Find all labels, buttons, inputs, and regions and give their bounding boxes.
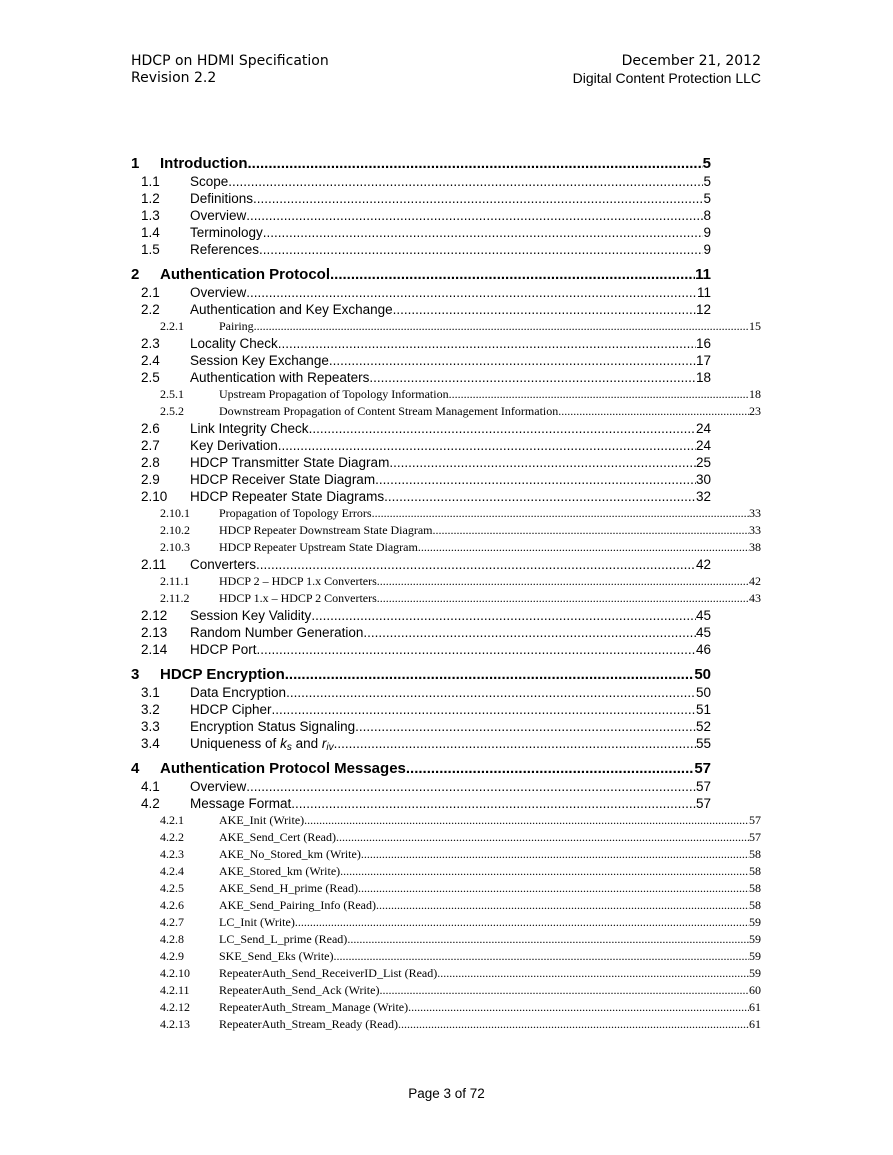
- toc-entry-page-number: 11: [696, 285, 711, 300]
- toc-entry-title: Upstream Propagation of Topology Information: [219, 387, 449, 401]
- toc-entry-number: 3.2: [141, 702, 160, 717]
- toc-entry-2-2[interactable]: [131, 301, 711, 318]
- toc-entry-page-number: 23: [749, 404, 761, 418]
- toc-entry-number: 2.5: [141, 370, 160, 385]
- toc-entry-page-number: 52: [695, 719, 711, 734]
- toc-entry-number: 4: [131, 760, 140, 777]
- toc-entry-number: 2.11: [141, 557, 167, 572]
- toc-entry-2-3[interactable]: [131, 335, 711, 352]
- toc-entry-page-number: 16: [695, 336, 711, 351]
- toc-entry-title: Propagation of Topology Errors: [219, 506, 372, 520]
- toc-entry-title: Session Key Exchange: [190, 353, 329, 368]
- toc-entry-2-12[interactable]: [131, 607, 711, 624]
- toc-entry-title: AKE_Send_H_prime (Read): [219, 881, 358, 895]
- toc-leader-dots: [278, 335, 696, 352]
- toc-entry-title: AKE_Send_Pairing_Info (Read): [219, 898, 376, 912]
- toc-entry-page-number: 9: [703, 242, 711, 257]
- toc-leader-dots: [379, 982, 749, 999]
- toc-leader-dots: [408, 999, 749, 1016]
- toc-entry-page-number: 57: [749, 830, 761, 844]
- toc-entry-page-number: 30: [695, 472, 711, 487]
- toc-entry-2-7[interactable]: [131, 437, 711, 454]
- toc-leader-dots: [330, 265, 695, 284]
- toc-entry-4-2-2[interactable]: [131, 829, 761, 846]
- toc-entry-title: Session Key Validity: [190, 608, 312, 623]
- toc-entry-4-2[interactable]: [131, 795, 711, 812]
- toc-leader-dots: [246, 207, 703, 224]
- toc-entry-page-number: 59: [749, 949, 761, 963]
- toc-entry-3[interactable]: [131, 665, 711, 684]
- toc-entry-title: HDCP Port: [190, 642, 257, 657]
- toc-entry-title: SKE_Send_Eks (Write): [219, 949, 334, 963]
- toc-leader-dots: [376, 897, 749, 914]
- toc-entry-number: 3: [131, 666, 140, 683]
- toc-entry-number: 2.12: [141, 608, 168, 623]
- toc-entry-number: 4.2.9: [160, 949, 184, 963]
- toc-entry-2-5-2[interactable]: [131, 403, 761, 420]
- toc-entry-page-number: 59: [749, 966, 761, 980]
- toc-leader-dots: [437, 965, 749, 982]
- toc-entry-number: 2.3: [141, 336, 160, 351]
- document-date: December 21, 2012: [621, 53, 761, 69]
- document-header-right: [573, 53, 761, 87]
- toc-entry-title: HDCP Encryption: [160, 666, 285, 683]
- toc-entry-2-5-1[interactable]: [131, 386, 761, 403]
- toc-entry-number: 4.2.3: [160, 847, 184, 861]
- toc-entry-title: RepeaterAuth_Stream_Manage (Write): [219, 1000, 409, 1014]
- toc-entry-title: HDCP Repeater Downstream State Diagram: [219, 523, 433, 537]
- toc-entry-page-number: 43: [749, 591, 761, 605]
- toc-entry-2-10-3[interactable]: [131, 539, 761, 556]
- toc-entry-number: 2.6: [141, 421, 160, 436]
- toc-leader-dots: [285, 665, 695, 684]
- toc-entry-2-2-1[interactable]: [131, 318, 761, 335]
- toc-leader-dots: [257, 641, 696, 658]
- toc-entry-title: Overview: [190, 208, 247, 223]
- toc-leader-dots: [398, 1016, 749, 1033]
- toc-entry-number: 4.2.1: [160, 813, 184, 827]
- toc-entry-number: 2.10.2: [160, 523, 190, 537]
- document-title: HDCP on HDMI Specification: [131, 53, 329, 69]
- toc-leader-dots: [309, 420, 696, 437]
- toc-entry-title: Authentication with Repeaters: [190, 370, 370, 385]
- toc-entry-title: Encryption Status Signaling: [190, 719, 356, 734]
- toc-entry-number: 2.14: [141, 642, 168, 657]
- toc-entry-number: 4.2.7: [160, 915, 184, 929]
- toc-entry-page-number: 61: [749, 1000, 761, 1014]
- toc-leader-dots: [272, 701, 696, 718]
- toc-entry-page-number: 46: [695, 642, 711, 657]
- toc-entry-3-2[interactable]: [131, 701, 711, 718]
- toc-entry-number: 3.3: [141, 719, 160, 734]
- toc-leader-dots: [406, 759, 694, 778]
- toc-leader-dots: [363, 624, 696, 641]
- toc-entry-title: AKE_Send_Cert (Read): [219, 830, 336, 844]
- toc-leader-dots: [336, 829, 749, 846]
- toc-leader-dots: [286, 684, 696, 701]
- toc-entry-page-number: 33: [749, 506, 761, 520]
- toc-leader-dots: [304, 812, 749, 829]
- toc-entry-1-5[interactable]: [131, 241, 711, 258]
- toc-entry-number: 2.5.1: [160, 387, 184, 401]
- toc-entry-4-2-9[interactable]: [131, 948, 761, 965]
- toc-leader-dots: [361, 846, 749, 863]
- toc-entry-4-2-1[interactable]: [131, 812, 761, 829]
- toc-entry-page-number: 32: [695, 489, 711, 504]
- toc-entry-page-number: 42: [749, 574, 761, 588]
- toc-leader-dots: [358, 880, 749, 897]
- toc-leader-dots: [334, 948, 750, 965]
- toc-entry-page-number: 60: [749, 983, 761, 997]
- toc-entry-page-number: 58: [749, 881, 761, 895]
- toc-entry-title: Authentication Protocol: [160, 266, 330, 283]
- toc-leader-dots: [393, 301, 696, 318]
- toc-leader-dots: [347, 931, 749, 948]
- toc-entry-number: 1.5: [141, 242, 160, 257]
- toc-entry-2[interactable]: [131, 265, 711, 284]
- toc-leader-dots: [418, 539, 749, 556]
- toc-entry-number: 2.11.2: [160, 591, 190, 605]
- toc-entry-title: AKE_No_Stored_km (Write): [219, 847, 361, 861]
- toc-entry-number: 2: [131, 266, 140, 283]
- toc-entry-title: AKE_Init (Write): [219, 813, 305, 827]
- toc-entry-page-number: 58: [749, 864, 761, 878]
- toc-entry-title: RepeaterAuth_Send_Ack (Write): [219, 983, 380, 997]
- toc-entry-title: Downstream Propagation of Content Stream Management Information: [219, 404, 559, 418]
- toc-entry-title: Definitions: [190, 191, 254, 206]
- toc-entry-title: Link Integrity Check: [190, 421, 309, 436]
- toc-entry-page-number: 9: [703, 225, 711, 240]
- toc-entry-2-13[interactable]: [131, 624, 711, 641]
- toc-entry-number: 2.2.1: [160, 319, 184, 333]
- toc-leader-dots: [329, 352, 696, 369]
- toc-entry-number: 4.2.6: [160, 898, 184, 912]
- toc-entry-title: HDCP Receiver State Diagram: [190, 472, 376, 487]
- page-footer: Page 3 of 72: [408, 1086, 485, 1101]
- toc-entry-number: 2.4: [141, 353, 160, 368]
- toc-entry-title: Authentication Protocol Messages: [160, 760, 406, 777]
- toc-leader-dots: [254, 318, 749, 335]
- toc-leader-dots: [259, 241, 703, 258]
- toc-entry-page-number: 57: [695, 796, 711, 811]
- toc-entry-page-number: 59: [749, 915, 761, 929]
- toc-entry-page-number: 58: [749, 898, 761, 912]
- toc-entry-3-1[interactable]: [131, 684, 711, 701]
- toc-entry-page-number: 57: [694, 760, 711, 777]
- toc-leader-dots: [558, 403, 749, 420]
- toc-entry-page-number: 57: [749, 813, 761, 827]
- toc-entry-4-2-6[interactable]: [131, 897, 761, 914]
- toc-entry-page-number: 61: [749, 1017, 761, 1031]
- toc-entry-page-number: 5: [702, 155, 711, 172]
- toc-entry-1[interactable]: [131, 154, 711, 173]
- toc-entry-page-number: 18: [749, 387, 761, 401]
- toc-entry-page-number: 50: [695, 685, 711, 700]
- toc-entry-number: 2.10.3: [160, 540, 190, 554]
- toc-entry-title: Message Format: [190, 796, 292, 811]
- toc-entry-4-2-13[interactable]: [131, 1016, 761, 1033]
- toc-entry-1-3[interactable]: [131, 207, 711, 224]
- toc-leader-dots: [377, 590, 749, 607]
- toc-entry-title: Overview: [190, 285, 247, 300]
- toc-entry-number: 2.11.1: [160, 574, 190, 588]
- toc-entry-title: Introduction: [160, 155, 248, 172]
- toc-entry-page-number: 5: [703, 191, 711, 206]
- toc-entry-4-2-3[interactable]: [131, 846, 761, 863]
- toc-entry-page-number: 11: [695, 266, 711, 283]
- toc-entry-2-10[interactable]: [131, 488, 711, 505]
- toc-entry-4-2-12[interactable]: [131, 999, 761, 1016]
- toc-entry-page-number: 8: [703, 208, 711, 223]
- toc-entry-page-number: 24: [695, 421, 711, 436]
- toc-entry-number: 4.2.5: [160, 881, 184, 895]
- toc-leader-dots: [311, 607, 696, 624]
- toc-entry-number: 3.1: [141, 685, 160, 700]
- toc-entry-page-number: 5: [703, 174, 711, 189]
- toc-leader-dots: [291, 795, 696, 812]
- toc-entry-number: 2.9: [141, 472, 160, 487]
- toc-entry-4[interactable]: [131, 759, 711, 778]
- toc-entry-page-number: 42: [695, 557, 711, 572]
- toc-entry-title: RepeaterAuth_Send_ReceiverID_List (Read): [219, 966, 438, 980]
- toc-entry-title: Overview: [190, 779, 247, 794]
- toc-entry-2-11-1[interactable]: [131, 573, 761, 590]
- toc-entry-2-6[interactable]: [131, 420, 711, 437]
- toc-entry-2-14[interactable]: [131, 641, 711, 658]
- toc-leader-dots: [375, 471, 696, 488]
- toc-leader-dots: [384, 488, 696, 505]
- toc-entry-number: 4.1: [141, 779, 160, 794]
- toc-entry-page-number: 17: [695, 353, 711, 368]
- toc-leader-dots: [256, 556, 696, 573]
- toc-entry-number: 1.3: [141, 208, 160, 223]
- document-revision: Revision 2.2: [131, 70, 217, 86]
- toc-entry-number: 4.2.2: [160, 830, 184, 844]
- toc-entry-number: 2.2: [141, 302, 160, 317]
- toc-entry-title: Pairing: [219, 319, 254, 333]
- toc-entry-2-10-2[interactable]: [131, 522, 761, 539]
- toc-entry-number: 4.2.13: [160, 1017, 190, 1031]
- toc-entry-title: Converters: [190, 557, 257, 572]
- toc-entry-page-number: 50: [694, 666, 711, 683]
- toc-entry-2-8[interactable]: [131, 454, 711, 471]
- toc-leader-dots: [369, 369, 696, 386]
- toc-entry-number: 1.2: [141, 191, 160, 206]
- toc-leader-dots: [340, 863, 749, 880]
- toc-entry-page-number: 25: [695, 455, 711, 470]
- toc-entry-number: 4.2.10: [160, 966, 190, 980]
- toc-entry-title: HDCP Repeater State Diagrams: [190, 489, 385, 504]
- toc-entry-title: RepeaterAuth_Stream_Ready (Read): [219, 1017, 398, 1031]
- toc-entry-4-2-11[interactable]: [131, 982, 761, 999]
- toc-entry-3-3[interactable]: [131, 718, 711, 735]
- toc-entry-2-10-1[interactable]: [131, 505, 761, 522]
- toc-entry-title: Random Number Generation: [190, 625, 364, 640]
- toc-entry-title: LC_Send_L_prime (Read): [219, 932, 348, 946]
- toc-leader-dots: [246, 778, 696, 795]
- toc-entry-2-9[interactable]: [131, 471, 711, 488]
- toc-entry-2-11-2[interactable]: [131, 590, 761, 607]
- toc-entry-title: Locality Check: [190, 336, 278, 351]
- toc-entry-2-5[interactable]: [131, 369, 711, 386]
- toc-entry-number: 1.1: [141, 174, 160, 189]
- toc-entry-number: 4.2.12: [160, 1000, 190, 1014]
- document-organization: Digital Content Protection LLC: [572, 70, 761, 86]
- toc-entry-page-number: 15: [749, 319, 761, 333]
- toc-entry-title: Scope: [190, 174, 229, 189]
- toc-entry-2-11[interactable]: [131, 556, 711, 573]
- toc-entry-3-4[interactable]: [131, 735, 711, 752]
- toc-entry-2-1[interactable]: [131, 284, 711, 301]
- toc-entry-1-2[interactable]: [131, 190, 711, 207]
- table-of-contents: [131, 154, 761, 1033]
- toc-leader-dots: [372, 505, 749, 522]
- toc-entry-number: 4.2.4: [160, 864, 184, 878]
- toc-leader-dots: [355, 718, 696, 735]
- toc-entry-page-number: 57: [695, 779, 711, 794]
- toc-leader-dots: [246, 284, 697, 301]
- toc-entry-title: HDCP 1.x – HDCP 2 Converters: [219, 591, 377, 605]
- toc-leader-dots: [449, 386, 749, 403]
- toc-entry-page-number: 38: [749, 540, 761, 554]
- toc-entry-page-number: 45: [695, 625, 711, 640]
- toc-entry-number: 3.4: [141, 736, 160, 751]
- toc-leader-dots: [228, 173, 703, 190]
- toc-entry-page-number: 58: [749, 847, 761, 861]
- document-header-left: [131, 53, 329, 87]
- toc-entry-title: HDCP Cipher: [190, 702, 272, 717]
- toc-leader-dots: [334, 735, 696, 752]
- toc-entry-number: 2.10.1: [160, 506, 190, 520]
- toc-entry-page-number: 24: [695, 438, 711, 453]
- toc-entry-title: Terminology: [190, 225, 263, 240]
- toc-leader-dots: [377, 573, 749, 590]
- toc-entry-page-number: 33: [749, 523, 761, 537]
- toc-entry-1-4[interactable]: [131, 224, 711, 241]
- toc-entry-4-2-4[interactable]: [131, 863, 761, 880]
- toc-entry-title: HDCP 2 – HDCP 1.x Converters: [219, 574, 377, 588]
- toc-entry-page-number: 51: [695, 702, 711, 717]
- toc-entry-title: HDCP Transmitter State Diagram: [190, 455, 390, 470]
- toc-entry-number: 1.4: [141, 225, 160, 240]
- toc-entry-1-1[interactable]: [131, 173, 711, 190]
- toc-entry-title: Uniqueness of $k_s$ and $r_{iv}$: [190, 736, 334, 752]
- toc-leader-dots: [389, 454, 696, 471]
- toc-leader-dots: [295, 914, 749, 931]
- toc-entry-title: LC_Init (Write): [219, 915, 295, 929]
- toc-entry-title: Key Derivation: [190, 438, 278, 453]
- toc-entry-page-number: 55: [695, 736, 711, 751]
- toc-leader-dots: [263, 224, 704, 241]
- toc-entry-2-4[interactable]: [131, 352, 711, 369]
- toc-entry-4-2-5[interactable]: [131, 880, 761, 897]
- toc-entry-title: HDCP Repeater Upstream State Diagram: [219, 540, 418, 554]
- toc-entry-4-2-7[interactable]: [131, 914, 761, 931]
- toc-entry-page-number: 18: [695, 370, 711, 385]
- toc-leader-dots: [433, 522, 750, 539]
- toc-leader-dots: [253, 190, 703, 207]
- toc-entry-number: 2.10: [141, 489, 168, 504]
- toc-entry-number: 4.2.8: [160, 932, 184, 946]
- toc-entry-title: Data Encryption: [190, 685, 287, 700]
- toc-leader-dots: [278, 437, 696, 454]
- toc-entry-4-2-10[interactable]: [131, 965, 761, 982]
- toc-entry-4-2-8[interactable]: [131, 931, 761, 948]
- toc-entry-number: 2.7: [141, 438, 160, 453]
- toc-entry-title: Authentication and Key Exchange: [190, 302, 393, 317]
- toc-entry-4-1[interactable]: [131, 778, 711, 795]
- toc-entry-number: 4.2.11: [160, 983, 190, 997]
- toc-entry-number: 2.8: [141, 455, 160, 470]
- toc-entry-number: 2.13: [141, 625, 168, 640]
- toc-entry-number: 2.1: [141, 285, 160, 300]
- toc-entry-number: 2.5.2: [160, 404, 184, 418]
- toc-entry-page-number: 59: [749, 932, 761, 946]
- toc-entry-title: AKE_Stored_km (Write): [219, 864, 341, 878]
- toc-entry-page-number: 45: [695, 608, 711, 623]
- toc-leader-dots: [247, 154, 702, 173]
- toc-entry-number: 1: [131, 155, 140, 172]
- toc-entry-number: 4.2: [141, 796, 160, 811]
- toc-entry-title: References: [190, 242, 260, 257]
- toc-entry-page-number: 12: [695, 302, 711, 317]
